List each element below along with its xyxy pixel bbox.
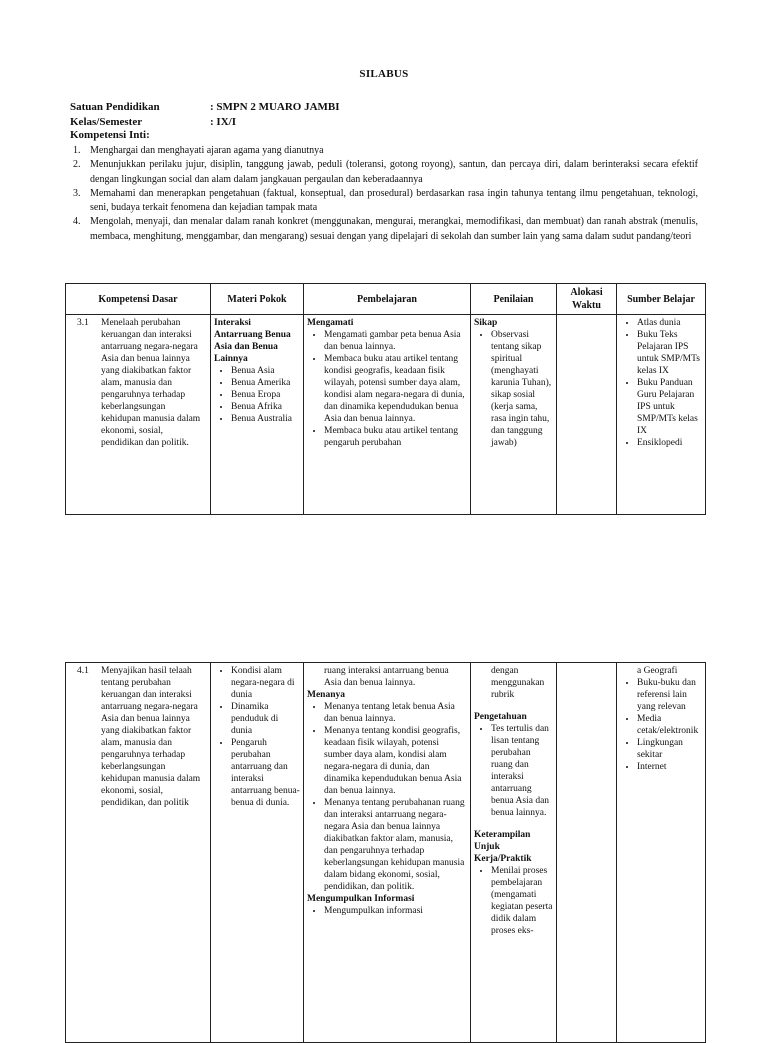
silabus-table bbox=[65, 283, 706, 515]
kd-entry bbox=[69, 317, 207, 449]
list-item: • Buku-buku dan referensi lain yang relevan bbox=[637, 677, 702, 713]
assessment-list bbox=[474, 723, 553, 819]
header-pembelajaran: Pembelajaran bbox=[304, 284, 471, 315]
header-sumber-belajar: Sumber Belajar bbox=[617, 284, 706, 315]
list-item: • Ensiklopedi bbox=[637, 437, 702, 449]
header-penilaian: Penilaian bbox=[471, 284, 557, 315]
spacer bbox=[474, 819, 553, 829]
cell-pembelajaran bbox=[304, 315, 471, 515]
cell-kompetensi-dasar bbox=[66, 315, 211, 515]
list-item: • Buku Panduan Guru Pelajaran IPS untuk SMP/MTs kelas IX bbox=[637, 377, 702, 437]
item-text: Memahami dan menerapkan pengetahuan (faktual, konseptual, dan prosedural) berdasarkan rasa ingin tahunya tentang ilmu pengetahuan, teknologi, seni, budaya terkait fenomena dan kejadian tampak mata bbox=[90, 187, 698, 214]
item-text: Menunjukkan perilaku jujur, disiplin, tanggung jawab, peduli (toleransi, gotong royong), santun, dan percaya diri, dalam berinteraksi secara efektif dengan lingkungan social dan alam dalam jangkauan pergaulan dan keberadaannya bbox=[90, 159, 698, 185]
source-list bbox=[620, 677, 702, 773]
table-row bbox=[66, 663, 706, 1043]
activity-heading: Menanya bbox=[307, 690, 345, 700]
cell-kompetensi-dasar bbox=[66, 663, 211, 1043]
kd-text: Menyajikan hasil telaah tentang perubahan keruangan dan interaksi antarruang negara-negara Asia dan benua lainnya yang diakibatkan faktor alam, manusia dan pengaruhnya terhadap keberlangsungan kehidupan manusia dalam ekonomi, sosial, pendidikan, dan politik bbox=[101, 666, 201, 808]
source-continued-text: a Geografi bbox=[637, 666, 678, 676]
list-item: • Menanya tentang kondisi geografis, keadaan fisik wilayah, potensi sumber daya alam, kondisi alam negara-negara di dunia, dan dinamika kependudukan benua Asia dan benua lainnya. bbox=[324, 725, 467, 797]
list-item: • Menilai proses pembelajaran (mengamati kegiatan peserta didik dalam proses eks- bbox=[491, 865, 553, 937]
list-item: • Internet bbox=[637, 761, 702, 773]
school-meta bbox=[70, 100, 340, 129]
header-kompetensi-dasar: Kompetensi Dasar bbox=[66, 284, 211, 315]
list-item: • Benua Asia bbox=[231, 365, 300, 377]
activity-list bbox=[307, 701, 467, 893]
assessment-heading: Sikap bbox=[474, 318, 498, 328]
kompetensi-inti-list bbox=[70, 144, 698, 244]
meta-label: Kelas/Semester bbox=[70, 115, 143, 128]
list-item bbox=[70, 187, 698, 216]
assessment-list bbox=[474, 329, 553, 449]
item-text: Mengolah, menyaji, dan menalar dalam ranah konkret (menggunakan, mengurai, merangkai, memodifikasi, dan membuat) dan ranah abstrak (menulis, membaca, menghitung, menggambar, dan mengarang) sesuai dengan yang dipelajari di sekolah dan sumber lain yang sama dalam sudut pandang/teori bbox=[90, 216, 698, 242]
item-number: 3. bbox=[73, 187, 81, 199]
meta-value: : SMPN 2 MUARO JAMBI bbox=[210, 101, 340, 113]
item-text: Menghargai dan menghayati ajaran agama yang dianutnya bbox=[90, 145, 324, 156]
list-item bbox=[70, 144, 698, 158]
list-item: • Pengaruh perubahan antarruang dan interaksi antarruang benua-benua di dunia. bbox=[231, 737, 300, 809]
activity-heading: Mengumpulkan Informasi bbox=[307, 894, 415, 904]
cell-materi-pokok bbox=[211, 315, 304, 515]
assessment-heading: Keterampilan Unjuk Kerja/Praktik bbox=[474, 830, 532, 864]
header-materi-pokok: Materi Pokok bbox=[211, 284, 304, 315]
list-item: • Mengamati gambar peta benua Asia dan benua lainnya. bbox=[324, 329, 467, 353]
activity-list bbox=[307, 905, 467, 917]
kd-text: Menelaah perubahan keruangan dan interaksi antarruang negara-negara Asia dan benua lainnya yang diakibatkan faktor alam, manusia dan pengaruhnya terhadap keberlangsungan kehidupan manusia dalam ekonomi, sosial, pendidikan dan politik. bbox=[101, 318, 201, 448]
cell-alokasi-waktu bbox=[557, 663, 617, 1043]
kompetensi-inti-heading: Kompetensi Inti: bbox=[70, 129, 150, 141]
list-item: • Benua Australia bbox=[231, 413, 300, 425]
spacer bbox=[474, 701, 553, 711]
list-item: • Menanya tentang perubahanan ruang dan interaksi antarruang negara-negara Asia dan benua lainnya diakibatkan faktor alam, manusia, dan pengaruhnya terhadap keberlangsungan kehidupan manusia dalam bidang ekonomi, sosial, pendidikan, dan politik. bbox=[324, 797, 467, 893]
activity-heading: Mengamati bbox=[307, 318, 354, 328]
list-item: • Media cetak/elektronik bbox=[637, 713, 702, 737]
meta-label: Satuan Pendidikan bbox=[70, 101, 160, 113]
list-item: • Benua Amerika bbox=[231, 377, 300, 389]
item-number: 1. bbox=[73, 145, 81, 156]
list-item bbox=[70, 215, 698, 244]
list-item: • Benua Eropa bbox=[231, 389, 300, 401]
activity-continued-text: ruang interaksi antarruang benua Asia dan benua lainnya. bbox=[324, 666, 449, 688]
list-item: • Atlas dunia bbox=[637, 317, 702, 329]
cell-materi-pokok bbox=[211, 663, 304, 1043]
list-item: • Lingkungan sekitar bbox=[637, 737, 702, 761]
assessment-continued-text: dengan menggunakan rubrik bbox=[491, 666, 545, 700]
item-number: 4. bbox=[73, 216, 81, 228]
meta-row bbox=[70, 100, 340, 115]
assessment-heading: Pengetahuan bbox=[474, 712, 527, 722]
list-item: • Tes tertulis dan lisan tentang perubahan ruang dan interaksi antarruang benua Asia dan benua lainnya. bbox=[491, 723, 553, 819]
kd-number: 4.1 bbox=[77, 666, 89, 676]
cell-pembelajaran bbox=[304, 663, 471, 1043]
list-item: • Membaca buku atau artikel tentang pengaruh perubahan bbox=[324, 425, 467, 449]
document-title: SILABUS bbox=[359, 68, 409, 80]
table-header-row bbox=[66, 284, 706, 315]
header-alokasi-waktu: Alokasi Waktu bbox=[557, 284, 617, 315]
list-item: • Mengumpulkan informasi bbox=[324, 905, 467, 917]
meta-row bbox=[70, 115, 340, 130]
list-item: • Menanya tentang letak benua Asia dan benua lainnya. bbox=[324, 701, 467, 725]
cell-alokasi-waktu bbox=[557, 315, 617, 515]
table-row bbox=[66, 315, 706, 515]
item-number: 2. bbox=[73, 159, 81, 171]
activity-list bbox=[307, 329, 467, 449]
list-item: • Benua Afrika bbox=[231, 401, 300, 413]
kd-entry bbox=[69, 665, 207, 809]
list-item: • Buku Teks Pelajaran IPS untuk SMP/MTs kelas IX bbox=[637, 329, 702, 377]
list-item: • Membaca buku atau artikel tentang kondisi geografis, keadaan fisik wilayah, potensi sumber daya alam, kondisi alam negara-negara di dunia, dan dinamika kependudukan benua Asia dan benua lainnya. bbox=[324, 353, 467, 425]
materi-list bbox=[214, 365, 300, 425]
cell-penilaian bbox=[471, 315, 557, 515]
cell-sumber-belajar bbox=[617, 663, 706, 1043]
list-item bbox=[70, 158, 698, 187]
cell-sumber-belajar bbox=[617, 315, 706, 515]
materi-list bbox=[214, 665, 300, 809]
list-item: • Dinamika penduduk di dunia bbox=[231, 701, 300, 737]
assessment-list bbox=[474, 865, 553, 937]
kd-number: 3.1 bbox=[77, 318, 89, 328]
materi-title: Interaksi Antarruang Benua Asia dan Benua Lainnya bbox=[214, 318, 291, 364]
meta-value: : IX/I bbox=[210, 115, 236, 128]
silabus-table-continued bbox=[65, 662, 706, 1043]
list-item: • Kondisi alam negara-negara di dunia bbox=[231, 665, 300, 701]
list-item: • Observasi tentang sikap spiritual (menghayati karunia Tuhan), sikap sosial (kerja sama, rasa ingin tahu, dan tanggung jawab) bbox=[491, 329, 553, 449]
source-list bbox=[620, 317, 702, 449]
cell-penilaian bbox=[471, 663, 557, 1043]
